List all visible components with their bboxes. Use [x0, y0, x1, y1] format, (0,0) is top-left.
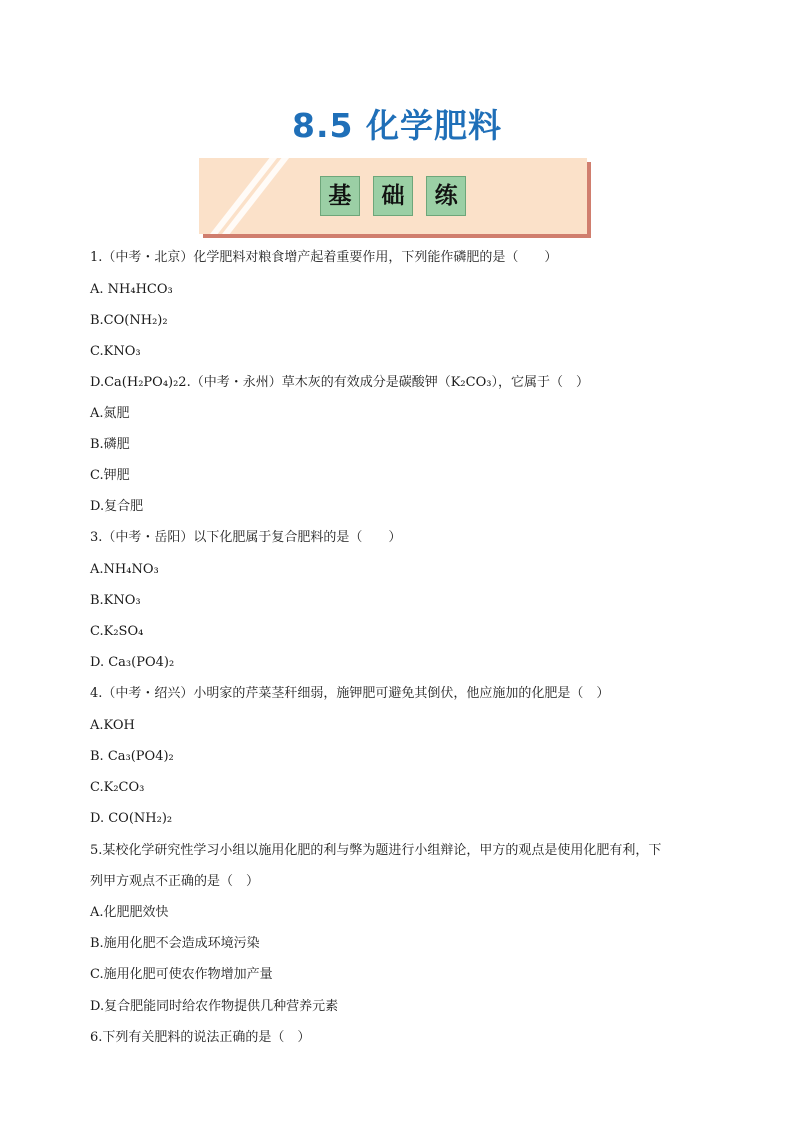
banner-panel [199, 158, 587, 234]
section-banner [199, 158, 591, 238]
question-3: 3.（中考・岳阳）以下化肥属于复合肥料的是（ ） [90, 530, 402, 545]
question-2: D.Ca(H₂PO₄)₂2.（中考・永州）草木灰的有效成分是碳酸钾（K₂CO₃），它属于（ ） [90, 375, 589, 390]
banner-chars [199, 176, 587, 216]
option-text: D. Ca₃(PO4)₂ [90, 655, 175, 670]
option-text: B.施用化肥不会造成环境污染 [90, 936, 260, 951]
option-text: A.NH₄NO₃ [90, 562, 159, 577]
option-text: A. NH₄HCO₃ [90, 282, 173, 297]
option-text: C.施用化肥可使农作物增加产量 [90, 967, 273, 982]
option-text: D.复合肥 [90, 499, 144, 514]
option-text: C.K₂CO₃ [90, 780, 145, 795]
option-text: A.KOH [90, 718, 135, 733]
option-text: A.氮肥 [90, 406, 130, 421]
question-6: 6.下列有关肥料的说法正确的是（ ） [90, 1030, 311, 1045]
question-4: 4.（中考・绍兴）小明家的芹菜茎秆细弱，施钾肥可避免其倒伏，他应施加的化肥是（ ） [90, 686, 610, 701]
question-5-line-1: 5.某校化学研究性学习小组以施用化肥的利与弊为题进行小组辩论，甲方的观点是使用化肥有利，下 [90, 843, 662, 858]
banner-char: 基 [320, 176, 360, 216]
option-text: C.K₂SO₄ [90, 624, 144, 639]
page-title: 8.5 化学肥料 [292, 106, 502, 145]
question-1: 1.（中考・北京）化学肥料对粮食增产起着重要作用，下列能作磷肥的是（ ） [90, 250, 558, 265]
option-text: D.复合肥能同时给农作物提供几种营养元素 [90, 999, 339, 1014]
option-text: C.钾肥 [90, 468, 130, 483]
option-text: B. Ca₃(PO4)₂ [90, 749, 174, 764]
option-text: D. CO(NH₂)₂ [90, 811, 173, 826]
option-text: C.KNO₃ [90, 344, 141, 359]
option-text: A.化肥肥效快 [90, 905, 169, 920]
option-text: B.CO(NH₂)₂ [90, 313, 168, 328]
option-text: B.磷肥 [90, 437, 130, 452]
option-text: B.KNO₃ [90, 593, 141, 608]
banner-char: 练 [426, 176, 466, 216]
banner-char: 础 [373, 176, 413, 216]
question-5-line-2: 列甲方观点不正确的是（ ） [90, 874, 260, 889]
